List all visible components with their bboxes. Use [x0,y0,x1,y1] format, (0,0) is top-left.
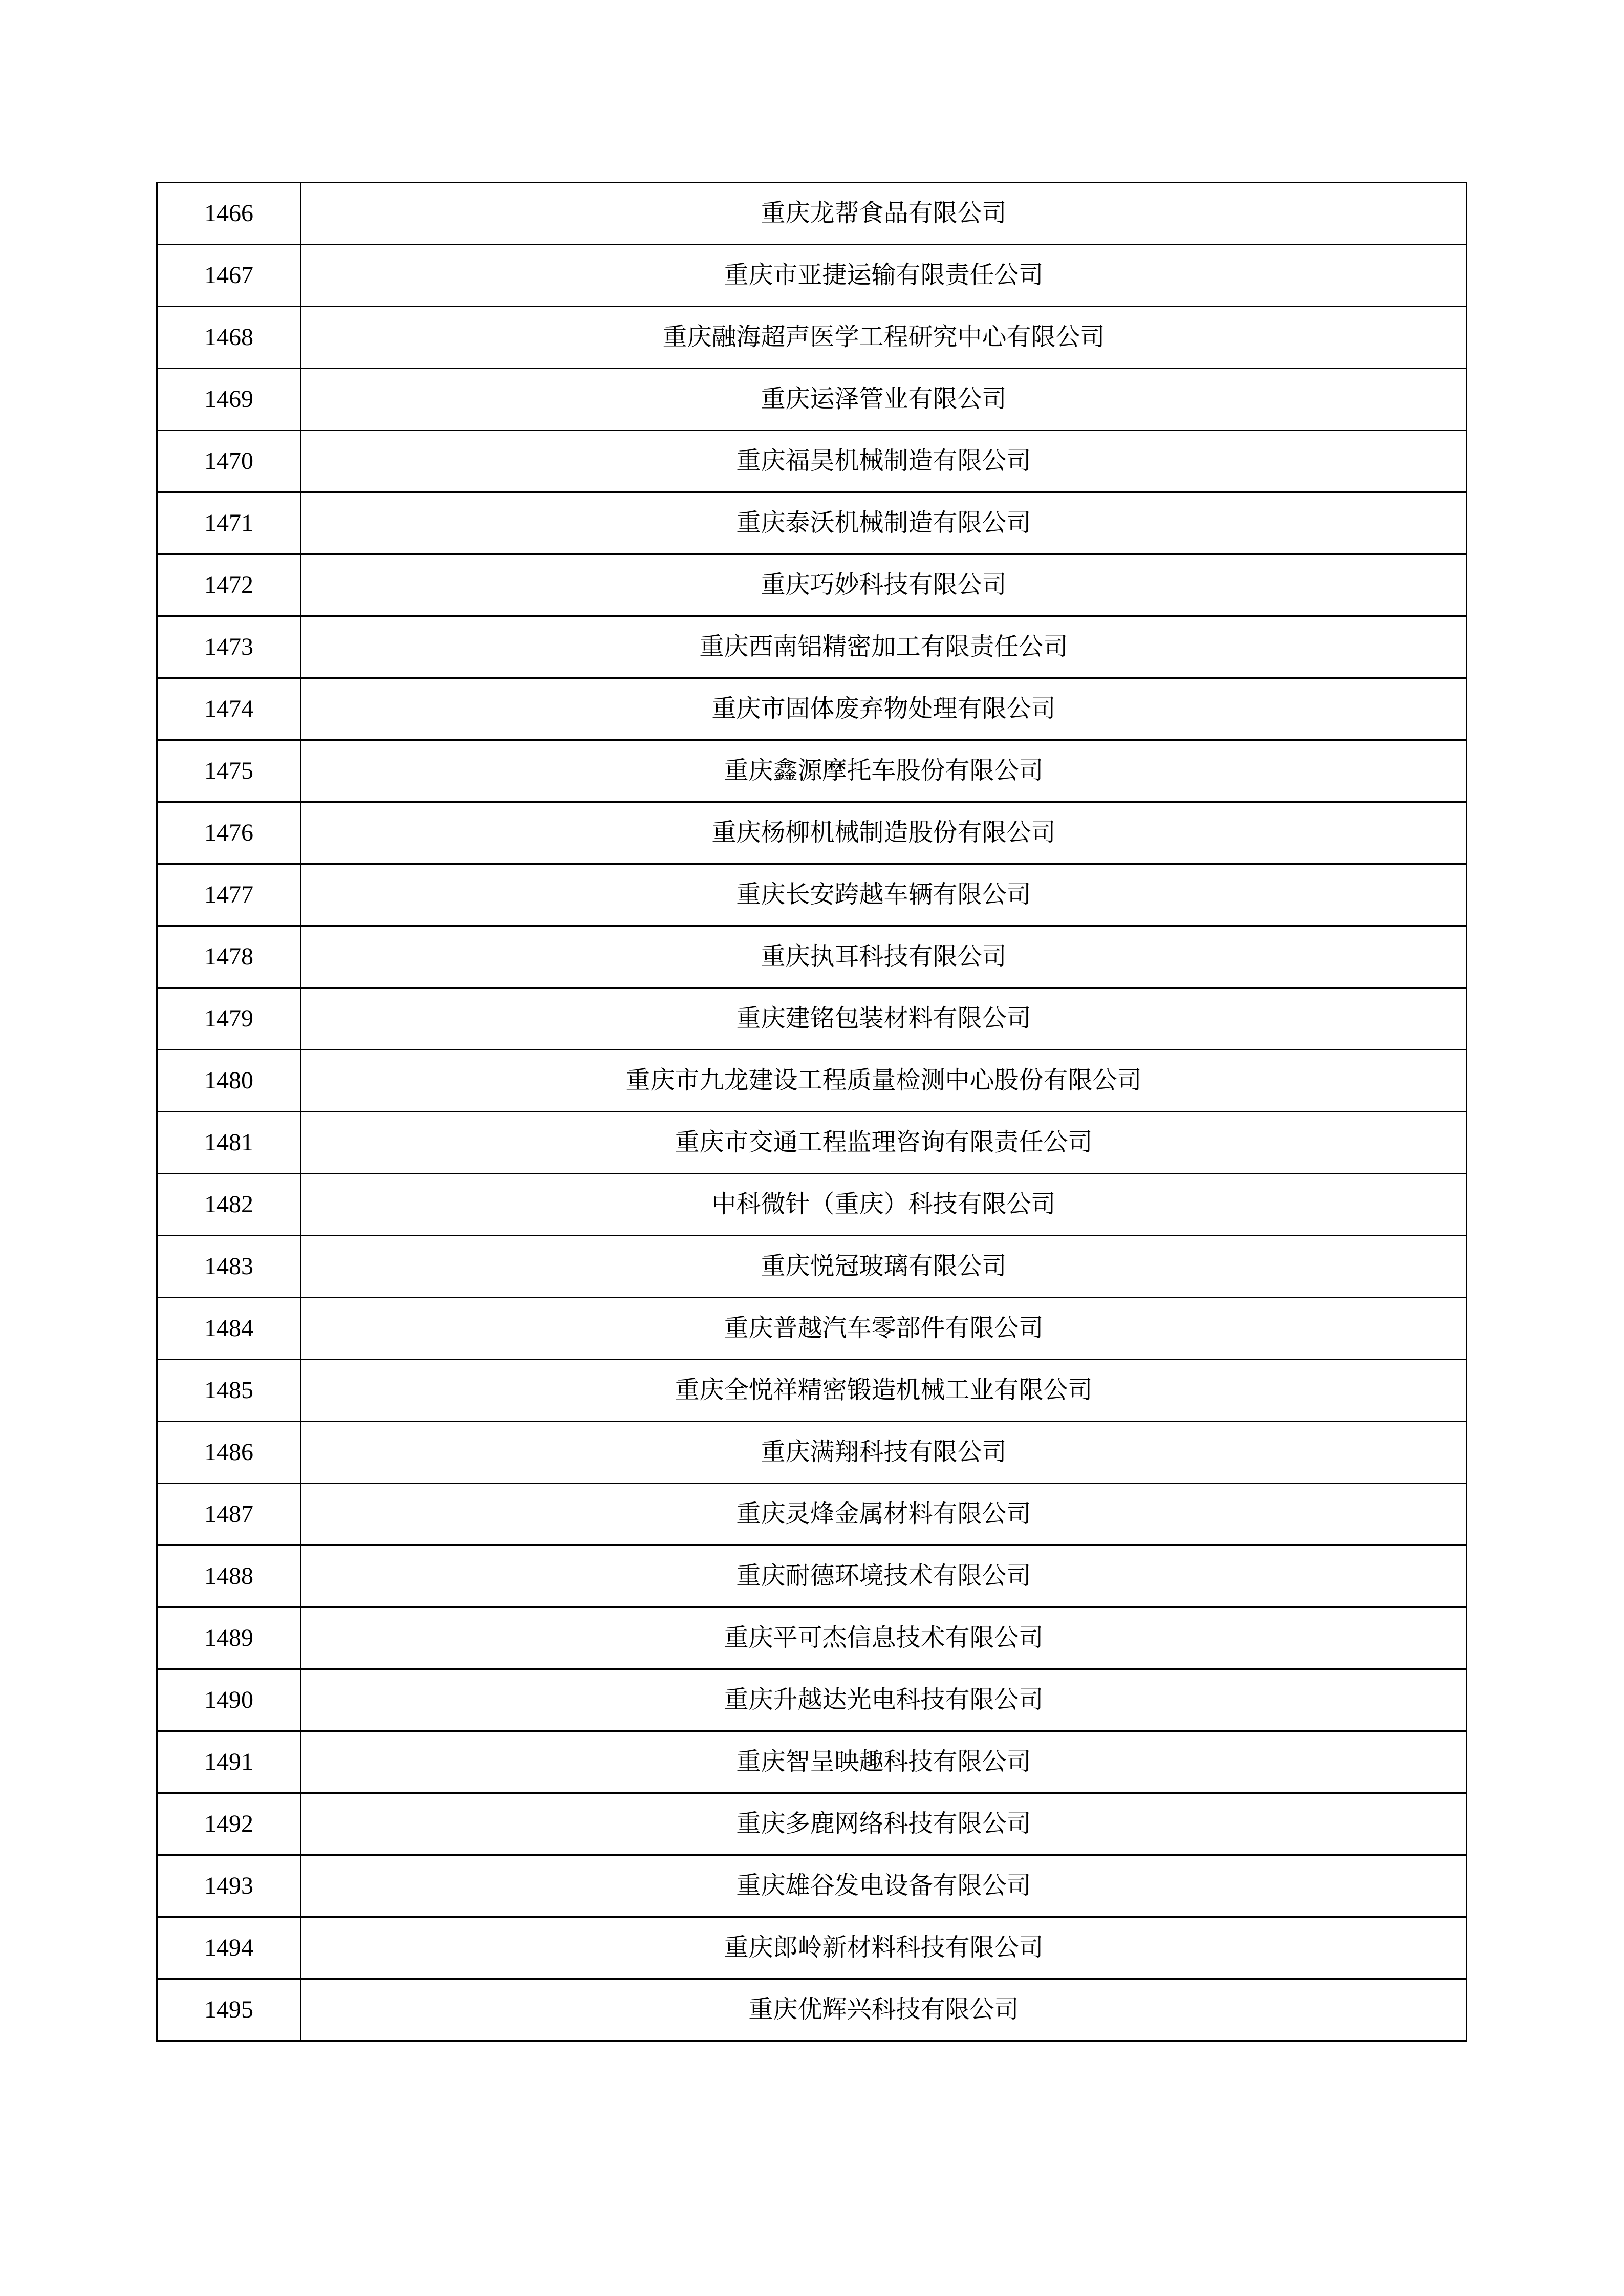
row-index-cell: 1469 [157,369,301,431]
company-name-cell: 重庆悦冠玻璃有限公司 [301,1236,1467,1298]
row-index-cell: 1487 [157,1484,301,1546]
table-row [157,988,1467,1050]
row-index-cell: 1493 [157,1855,301,1917]
table-row [157,678,1467,740]
row-index-cell: 1476 [157,802,301,864]
row-index-cell: 1473 [157,616,301,678]
company-name-cell: 重庆巧妙科技有限公司 [301,554,1467,616]
table-row [157,1360,1467,1422]
row-index-cell: 1495 [157,1979,301,2041]
row-index-cell: 1489 [157,1607,301,1669]
table-row [157,1669,1467,1731]
row-index-cell: 1478 [157,926,301,988]
table-row [157,1174,1467,1236]
company-name-cell: 重庆市交通工程监理咨询有限责任公司 [301,1112,1467,1174]
table-row [157,1050,1467,1112]
company-name-cell: 重庆杨柳机械制造股份有限公司 [301,802,1467,864]
company-name-cell: 重庆市亚捷运输有限责任公司 [301,245,1467,307]
table-row [157,307,1467,369]
table-row [157,1112,1467,1174]
table-row [157,1607,1467,1669]
row-index-cell: 1471 [157,492,301,554]
table-row [157,1236,1467,1298]
company-name-cell: 重庆多鹿网络科技有限公司 [301,1793,1467,1855]
company-name-cell: 重庆鑫源摩托车股份有限公司 [301,740,1467,802]
table-row [157,1917,1467,1979]
company-name-cell: 重庆智呈映趣科技有限公司 [301,1731,1467,1793]
row-index-cell: 1472 [157,554,301,616]
table-row [157,1546,1467,1607]
company-name-cell: 重庆融海超声医学工程研究中心有限公司 [301,307,1467,369]
row-index-cell: 1467 [157,245,301,307]
row-index-cell: 1486 [157,1422,301,1484]
company-name-cell: 重庆建铭包装材料有限公司 [301,988,1467,1050]
company-name-cell: 重庆平可杰信息技术有限公司 [301,1607,1467,1669]
row-index-cell: 1490 [157,1669,301,1731]
company-name-cell: 重庆龙帮食品有限公司 [301,183,1467,245]
company-name-cell: 重庆优辉兴科技有限公司 [301,1979,1467,2041]
company-name-cell: 重庆西南铝精密加工有限责任公司 [301,616,1467,678]
table-row [157,1298,1467,1360]
company-name-cell: 重庆雄谷发电设备有限公司 [301,1855,1467,1917]
company-name-cell: 重庆市固体废弃物处理有限公司 [301,678,1467,740]
table-row [157,245,1467,307]
row-index-cell: 1488 [157,1546,301,1607]
company-name-cell: 中科微针（重庆）科技有限公司 [301,1174,1467,1236]
table-row [157,1484,1467,1546]
row-index-cell: 1481 [157,1112,301,1174]
table-body [157,183,1467,2041]
row-index-cell: 1475 [157,740,301,802]
company-name-cell: 重庆普越汽车零部件有限公司 [301,1298,1467,1360]
row-index-cell: 1492 [157,1793,301,1855]
table-row [157,1422,1467,1484]
row-index-cell: 1470 [157,431,301,492]
company-name-cell: 重庆灵烽金属材料有限公司 [301,1484,1467,1546]
company-name-cell: 重庆福昊机械制造有限公司 [301,431,1467,492]
row-index-cell: 1483 [157,1236,301,1298]
row-index-cell: 1482 [157,1174,301,1236]
company-name-cell: 重庆升越达光电科技有限公司 [301,1669,1467,1731]
company-name-cell: 重庆泰沃机械制造有限公司 [301,492,1467,554]
table-row [157,1855,1467,1917]
row-index-cell: 1479 [157,988,301,1050]
table-row [157,431,1467,492]
company-name-cell: 重庆满翔科技有限公司 [301,1422,1467,1484]
row-index-cell: 1494 [157,1917,301,1979]
table-row [157,926,1467,988]
company-name-cell: 重庆市九龙建设工程质量检测中心股份有限公司 [301,1050,1467,1112]
table-row [157,740,1467,802]
row-index-cell: 1484 [157,1298,301,1360]
row-index-cell: 1491 [157,1731,301,1793]
table-row [157,1793,1467,1855]
row-index-cell: 1466 [157,183,301,245]
table-row [157,864,1467,926]
row-index-cell: 1468 [157,307,301,369]
company-name-cell: 重庆长安跨越车辆有限公司 [301,864,1467,926]
row-index-cell: 1474 [157,678,301,740]
company-name-cell: 重庆执耳科技有限公司 [301,926,1467,988]
row-index-cell: 1485 [157,1360,301,1422]
table-row [157,1731,1467,1793]
company-name-cell: 重庆全悦祥精密锻造机械工业有限公司 [301,1360,1467,1422]
company-name-cell: 重庆耐德环境技术有限公司 [301,1546,1467,1607]
row-index-cell: 1480 [157,1050,301,1112]
company-name-cell: 重庆运泽管业有限公司 [301,369,1467,431]
table-row [157,492,1467,554]
row-index-cell: 1477 [157,864,301,926]
table-row [157,183,1467,245]
table-row [157,554,1467,616]
table-row [157,802,1467,864]
company-list-table [156,182,1467,2042]
company-name-cell: 重庆郎岭新材料科技有限公司 [301,1917,1467,1979]
table-row [157,616,1467,678]
table-row [157,1979,1467,2041]
table-row [157,369,1467,431]
